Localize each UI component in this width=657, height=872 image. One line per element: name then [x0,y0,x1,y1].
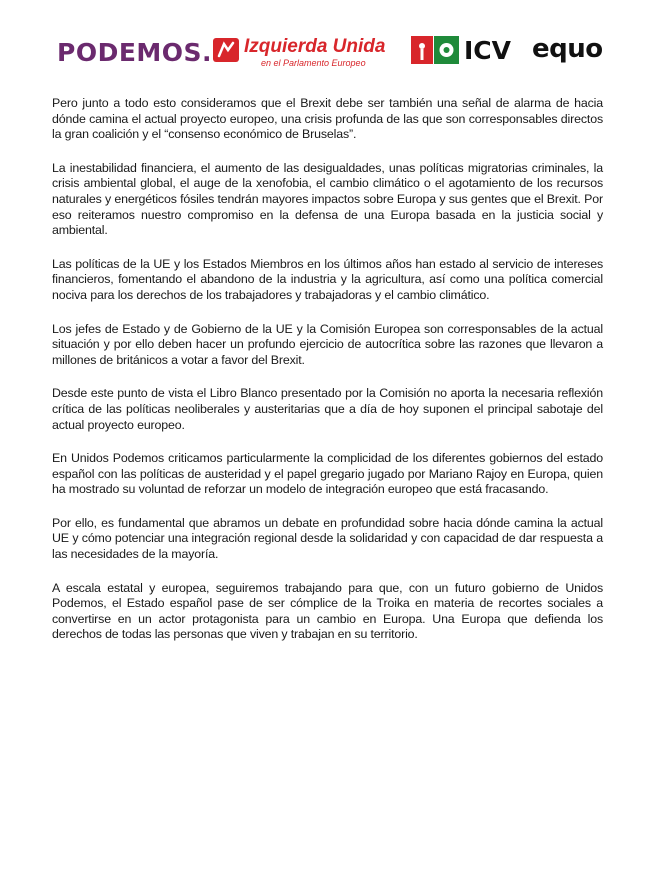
paragraph: Las políticas de la UE y los Estados Miembros en los últimos años han estado al servicio de intereses financieros, fomentando el abandono de la industria y la agricultura, así como una política comercial nociva para los derechos de los trabajadores y trabajadoras y el cambio climático. [52,256,603,302]
icv-name: ICV [464,36,511,65]
izquierda-unida-icon [213,38,239,62]
paragraph: Desde este punto de vista el Libro Blanco presentado por la Comisión no aporta la necesaria reflexión crítica de las políticas neoliberales y austeritarias que a día de hoy suponen el principal sabotaje del actual proyecto europeo. [52,386,603,432]
podemos-logo: PODEMOS. [57,38,213,67]
icv-icon [411,36,459,64]
paragraph: Por ello, es fundamental que abramos un debate en profundidad sobre hacia dónde camina la actual UE y cómo potenciar una integración regional desde la solidaridad y con capacidad de dar respuesta a las necesidades de la mayoría. [52,515,603,562]
paragraph: Pero junto a todo esto consideramos que el Brexit debe ser también una señal de alarma de hacia dónde camina el actual proyecto europeo, una crisis profunda de las que son corresponsables directos la gran coalición y el “consenso económico de Bruselas”. [52,96,603,142]
paragraph: Los jefes de Estado y de Gobierno de la UE y la Comisión Europea son corresponsables de la actual situación y por ello deben hacer un profundo ejercicio de autocrítica sobre las razones que llevaron a millones de británicos a votar a favor del Brexit. [52,321,603,367]
paragraph: La inestabilidad financiera, el aumento de las desigualdades, unas políticas migratorias criminales, la crisis ambiental global, el auge de la xenofobia, el cambio climático o el agotamiento de los recursos naturales y energéticos fósiles tendrán mayores impactos sobre Europa y sus gentes que el Brexit. Por eso reiteramos nuestro compromiso en la defensa de una Europa basada en la justicia social y ambiental. [52,160,603,238]
logo-header [0,30,657,80]
iu-subtitle: en el Parlamento Europeo [261,58,366,68]
iu-name: Izquierda Unida [244,36,386,57]
equo-logo: equo [532,34,603,64]
paragraph: En Unidos Podemos criticamos particularmente la complicidad de los diferentes gobiernos del estado español con las políticas de austeridad y el papel gregario jugado por Mariano Rajoy en Europa, quien ha mostrado su voluntad de reforzar un modelo de integración europeo que está fracasando. [52,451,603,497]
document-body [52,96,603,661]
paragraph: A escala estatal y europea, seguiremos trabajando para que, con un futuro gobierno de Unidos Podemos, el Estado español pase de ser cómplice de la Troika en materia de recortes sociales a convertirse en un actor protagonista para un cambio en Europa. Una Europa que defienda los derechos de todas las personas que viven y trabajan en su territorio. [52,580,603,642]
